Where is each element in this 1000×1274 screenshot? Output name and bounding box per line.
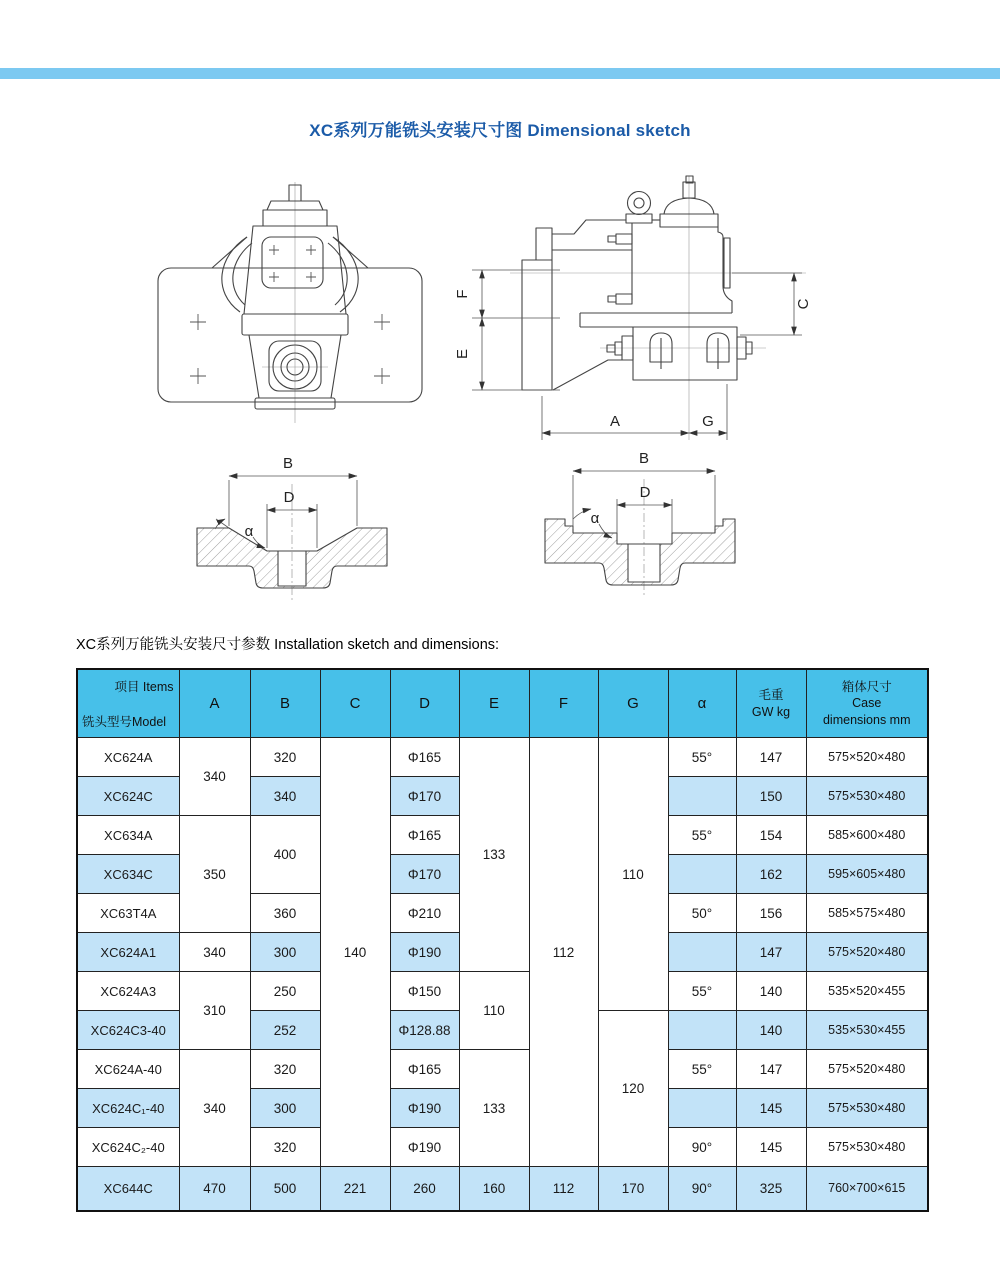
dim-cell-E: 160 <box>459 1167 529 1211</box>
dim-label-b: B <box>638 450 650 467</box>
dim-cell-case: 575×520×480 <box>806 933 928 972</box>
dim-cell-D: Φ210 <box>390 894 459 933</box>
dim-cell-G: 170 <box>598 1167 668 1211</box>
dim-label-d: D <box>283 489 295 506</box>
dim-cell-E: 110 <box>459 972 529 1050</box>
dim-cell-gw: 145 <box>736 1128 806 1167</box>
header-row <box>77 669 928 738</box>
dim-cell-C: 221 <box>320 1167 390 1211</box>
dim-cell-alpha: 55° <box>668 1050 736 1089</box>
model-cell: XC624C3-40 <box>77 1011 179 1050</box>
dim-cell-alpha: 90° <box>668 1128 736 1167</box>
dim-cell-case: 585×600×480 <box>806 816 928 855</box>
table-body <box>77 738 928 1211</box>
dim-label-d: D <box>639 484 651 501</box>
dim-cell-G: 120 <box>598 1011 668 1167</box>
dim-cell-alpha <box>668 855 736 894</box>
dim-cell-gw: 140 <box>736 1011 806 1050</box>
dim-cell-gw: 325 <box>736 1167 806 1211</box>
dim-cell-case: 585×575×480 <box>806 894 928 933</box>
dim-cell-B: 320 <box>250 1128 320 1167</box>
model-cell: XC644C <box>77 1167 179 1211</box>
model-cell: XC634C <box>77 855 179 894</box>
dim-cell-B: 500 <box>250 1167 320 1211</box>
dim-cell-D: 260 <box>390 1167 459 1211</box>
dim-cell-B: 300 <box>250 1089 320 1128</box>
dim-cell-gw: 162 <box>736 855 806 894</box>
dim-cell-A: 470 <box>179 1167 250 1211</box>
dim-cell-B: 320 <box>250 1050 320 1089</box>
dim-cell-D: Φ165 <box>390 1050 459 1089</box>
model-cell: XC624A1 <box>77 933 179 972</box>
section-drawing-right <box>533 445 753 605</box>
dim-cell-alpha: 50° <box>668 894 736 933</box>
dim-cell-B: 300 <box>250 933 320 972</box>
dim-cell-F: 112 <box>529 1167 598 1211</box>
dim-cell-G: 110 <box>598 738 668 1011</box>
col-header-a: A <box>179 669 250 738</box>
dim-cell-alpha <box>668 777 736 816</box>
model-cell: XC624A-40 <box>77 1050 179 1089</box>
col-header-case: 箱体尺寸 Case dimensions mm <box>806 669 928 738</box>
model-cell: XC624C <box>77 777 179 816</box>
dim-cell-gw: 140 <box>736 972 806 1011</box>
dim-cell-D: Φ128.88 <box>390 1011 459 1050</box>
dim-cell-D: Φ190 <box>390 1128 459 1167</box>
table-caption: XC系列万能铣头安装尺寸参数 Installation sketch and dimensions: <box>76 637 500 653</box>
model-cell: XC63T4A <box>77 894 179 933</box>
dim-cell-alpha <box>668 933 736 972</box>
dim-cell-case: 575×520×480 <box>806 1050 928 1089</box>
front-view-drawing <box>150 180 430 425</box>
table-row <box>77 738 928 777</box>
model-cell: XC624A <box>77 738 179 777</box>
dim-label-alpha: α <box>590 510 600 527</box>
col-header-g: G <box>598 669 668 738</box>
dim-cell-B: 320 <box>250 738 320 777</box>
dim-cell-case: 595×605×480 <box>806 855 928 894</box>
dim-cell-B: 400 <box>250 816 320 894</box>
corner-items-label: 项目 Items <box>114 680 174 694</box>
dim-label-f: F <box>454 289 471 299</box>
dim-cell-D: Φ165 <box>390 816 459 855</box>
dim-label-c: C <box>795 298 812 310</box>
dim-label-e: E <box>454 348 471 360</box>
dim-cell-E: 133 <box>459 738 529 972</box>
dim-cell-A: 350 <box>179 816 250 933</box>
corner-header-cell <box>77 669 179 738</box>
dim-cell-B: 252 <box>250 1011 320 1050</box>
dim-cell-D: Φ150 <box>390 972 459 1011</box>
dim-label-b: B <box>282 455 294 472</box>
dim-cell-D: Φ170 <box>390 777 459 816</box>
col-header-b: B <box>250 669 320 738</box>
dim-cell-case: 535×520×455 <box>806 972 928 1011</box>
dim-cell-C: 140 <box>320 738 390 1167</box>
dim-cell-D: Φ165 <box>390 738 459 777</box>
dim-cell-A: 310 <box>179 972 250 1050</box>
dim-cell-case: 535×530×455 <box>806 1011 928 1050</box>
dim-cell-alpha: 55° <box>668 972 736 1011</box>
model-cell: XC624A3 <box>77 972 179 1011</box>
corner-model-label: 铣头型号Model <box>82 715 167 729</box>
dim-cell-gw: 150 <box>736 777 806 816</box>
dim-cell-gw: 147 <box>736 1050 806 1089</box>
top-accent-bar <box>0 68 1000 79</box>
dim-label-a: A <box>609 413 621 430</box>
section-drawing-left <box>185 448 405 608</box>
dim-cell-alpha: 55° <box>668 816 736 855</box>
table-row <box>77 1050 928 1089</box>
model-cell: XC624C₂-40 <box>77 1128 179 1167</box>
model-cell: XC624C₁-40 <box>77 1089 179 1128</box>
dim-cell-E: 133 <box>459 1050 529 1167</box>
dim-cell-case: 575×530×480 <box>806 1089 928 1128</box>
dim-cell-A: 340 <box>179 933 250 972</box>
dim-cell-A: 340 <box>179 738 250 816</box>
dim-cell-alpha <box>668 1011 736 1050</box>
dim-cell-B: 250 <box>250 972 320 1011</box>
dim-cell-D: Φ190 <box>390 933 459 972</box>
dim-cell-gw: 154 <box>736 816 806 855</box>
col-header-e: E <box>459 669 529 738</box>
dim-cell-case: 575×520×480 <box>806 738 928 777</box>
dim-cell-alpha: 90° <box>668 1167 736 1211</box>
dim-cell-gw: 147 <box>736 738 806 777</box>
model-cell: XC634A <box>77 816 179 855</box>
col-header-d: D <box>390 669 459 738</box>
dim-cell-case: 575×530×480 <box>806 1128 928 1167</box>
dim-cell-gw: 145 <box>736 1089 806 1128</box>
dim-cell-B: 360 <box>250 894 320 933</box>
dim-cell-B: 340 <box>250 777 320 816</box>
dim-cell-case: 760×700×615 <box>806 1167 928 1211</box>
dim-cell-gw: 147 <box>736 933 806 972</box>
dim-cell-case: 575×530×480 <box>806 777 928 816</box>
col-header-gw: 毛重 GW kg <box>736 669 806 738</box>
col-header-f: F <box>529 669 598 738</box>
dim-cell-alpha: 55° <box>668 738 736 777</box>
dimensions-table <box>76 668 929 1212</box>
page-title: XC系列万能铣头安装尺寸图 Dimensional sketch <box>309 121 691 140</box>
dim-cell-D: Φ170 <box>390 855 459 894</box>
dim-cell-alpha <box>668 1089 736 1128</box>
dim-label-alpha: α <box>244 523 254 540</box>
side-view-drawing <box>450 172 880 457</box>
table-row <box>77 972 928 1011</box>
dim-cell-gw: 156 <box>736 894 806 933</box>
dim-label-g: G <box>702 413 714 430</box>
col-header-c: C <box>320 669 390 738</box>
table-row <box>77 1167 928 1211</box>
dim-cell-A: 340 <box>179 1050 250 1167</box>
dim-cell-D: Φ190 <box>390 1089 459 1128</box>
dim-cell-F: 112 <box>529 738 598 1167</box>
col-header-alpha: α <box>668 669 736 738</box>
